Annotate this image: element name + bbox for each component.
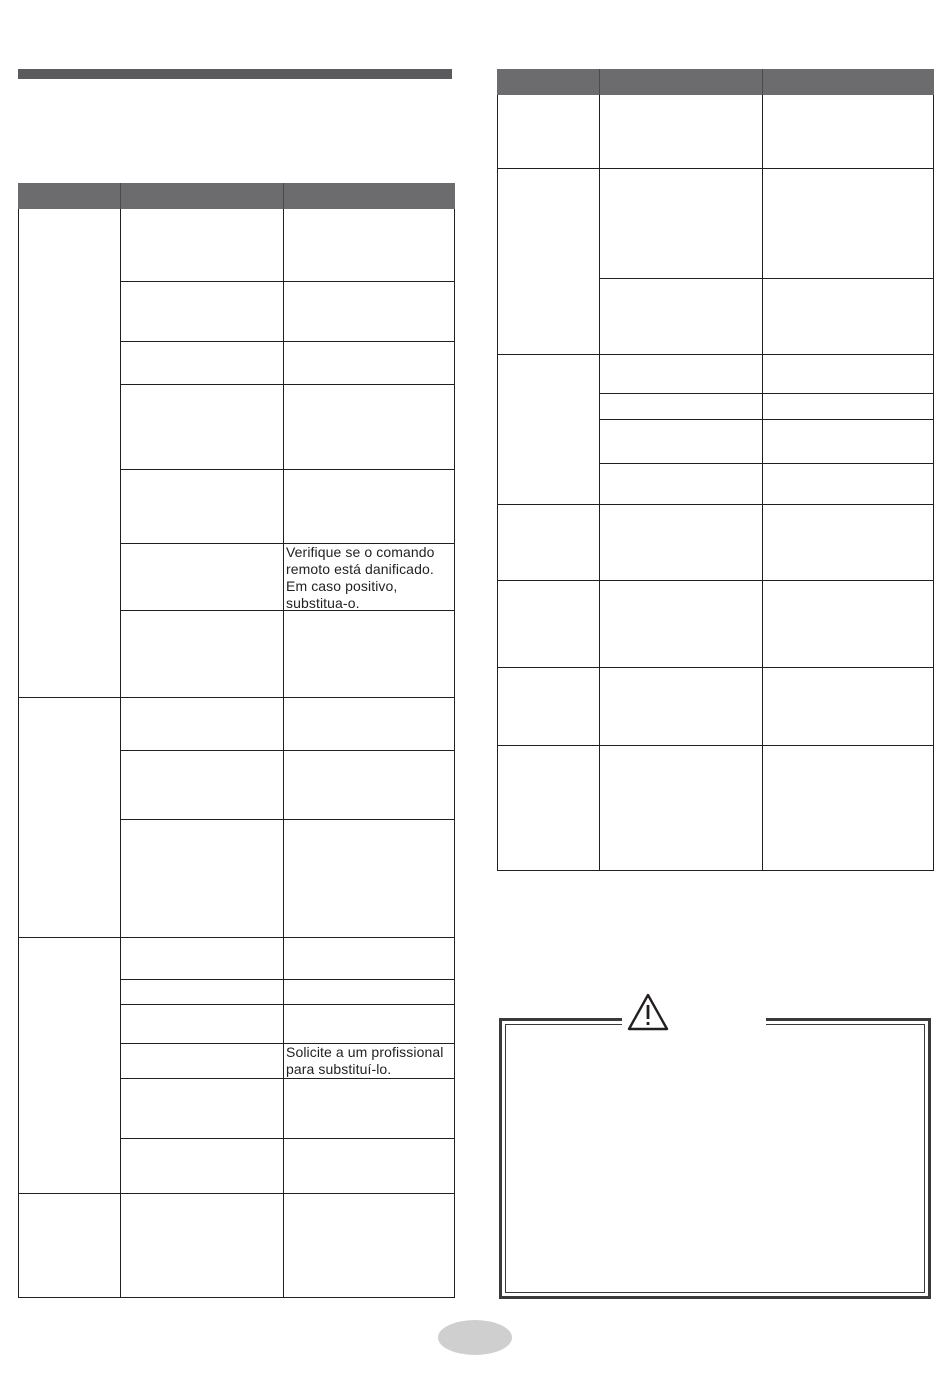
left-group-sep-1 [18,697,455,698]
left-row-sep [120,979,455,980]
left-row-sep [120,341,455,342]
left-row-sep [120,819,455,820]
left-row-sep [120,384,455,385]
left-col-divider-1 [120,183,121,1298]
left-troubleshooting-table [18,183,455,1298]
solution-remote-damaged: Verifique se o comando remoto está danificado. Em caso positivo, substitua-o. [286,544,435,611]
left-row-sep [120,1138,455,1139]
right-group-sep [497,168,934,169]
left-header-sep-2 [283,183,284,209]
left-group-sep-2 [18,937,455,938]
right-row-sep [599,419,934,420]
left-row-sep [120,281,455,282]
right-header-sep-1 [599,69,600,95]
right-group-sep [497,580,934,581]
warning-box-inner-border [505,1024,925,1293]
left-row-sep [120,1004,455,1005]
right-group-sep [497,745,934,746]
right-row-sep [599,463,934,464]
right-group-sep [497,667,934,668]
left-row-sep [120,750,455,751]
left-header-sep-1 [120,183,121,209]
section-title-bar [18,69,452,79]
right-col-divider-1 [599,69,600,871]
right-table-header [497,69,934,95]
left-row-sep [120,1078,455,1079]
right-col-divider-2 [762,69,763,871]
page-number-oval [438,1320,512,1355]
solution-replace-professional: Solicite a um profissional para substituí-lo. [286,1044,444,1077]
right-row-sep [599,278,934,279]
right-row-sep [599,393,934,394]
left-col-divider-2 [283,183,284,1298]
right-troubleshooting-table [497,69,934,871]
right-group-sep [497,504,934,505]
left-group-sep-3 [18,1193,455,1194]
warning-triangle-icon [626,992,670,1032]
right-group-sep [497,354,934,355]
right-header-sep-2 [762,69,763,95]
left-row-sep [120,469,455,470]
left-table-header [18,183,455,209]
